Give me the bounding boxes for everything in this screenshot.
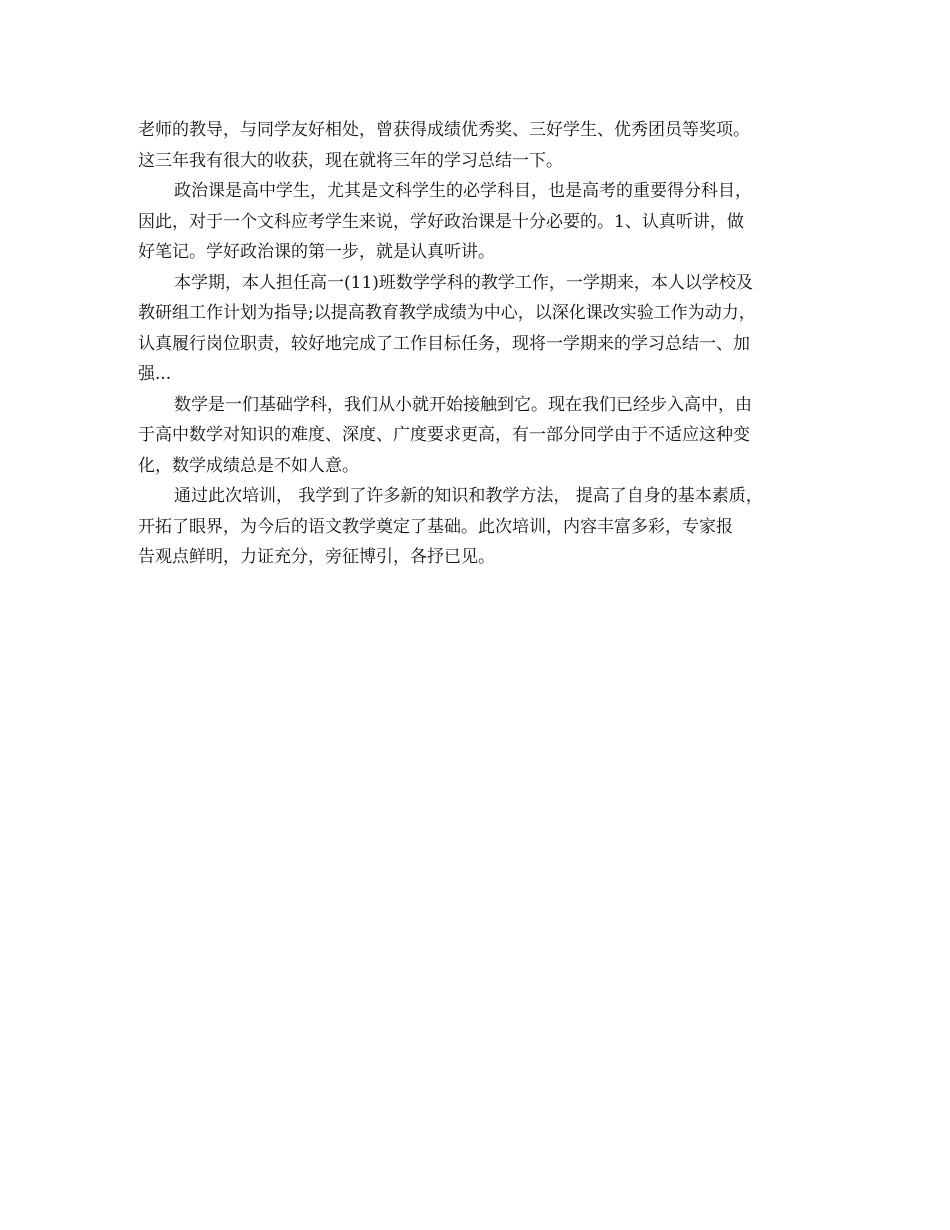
text-line: 这三年我有很大的收获，现在就将三年的学习总结一下。	[138, 150, 563, 171]
document-body	[138, 115, 828, 573]
text-line: 于高中数学对知识的难度、深度、广度要求更高，有一部分同学由于不适应这种变	[138, 425, 750, 445]
text-line: 老师的教导，与同学友好相处，曾获得成绩优秀奖、三好学生、优秀团员等奖项。	[138, 120, 750, 140]
text-line: 教研组工作计划为指导;以提高教育教学成绩为中心，以深化课改实验工作为动力，	[138, 303, 756, 323]
text-line: 数学是一们基础学科，我们从小就开始接触到它。现在我们已经步入高中，由	[174, 394, 752, 415]
text-line: 告观点鲜明，力证充分，旁征博引，各抒已见。	[138, 547, 495, 567]
text-line: 因此，对于一个文科应考学生来说，学好政治课是十分必要的。1、认真听讲，做	[138, 211, 744, 232]
text-line: 好笔记。学好政治课的第一步，就是认真听讲。	[138, 242, 495, 262]
text-line: 化，数学成绩总是不如人意。	[138, 455, 359, 476]
text-line: 强...	[138, 364, 172, 384]
text-line: 开拓了眼界，为今后的语文教学奠定了基础。此次培训，内容丰富多彩，专家报	[138, 516, 733, 537]
text-line: 通过此次培训， 我学到了许多新的知识和教学方法， 提高了自身的基本素质，	[174, 486, 763, 506]
text-line: 认真履行岗位职责，较好地完成了工作目标任务，现将一学期来的学习总结一、加	[138, 333, 750, 354]
text-line: 本学期，本人担任高一(11)班数学学科的教学工作，一学期来，本人以学校及	[174, 272, 753, 293]
text-line: 政治课是高中学生，尤其是文科学生的必学科目，也是高考的重要得分科目，	[174, 181, 752, 201]
